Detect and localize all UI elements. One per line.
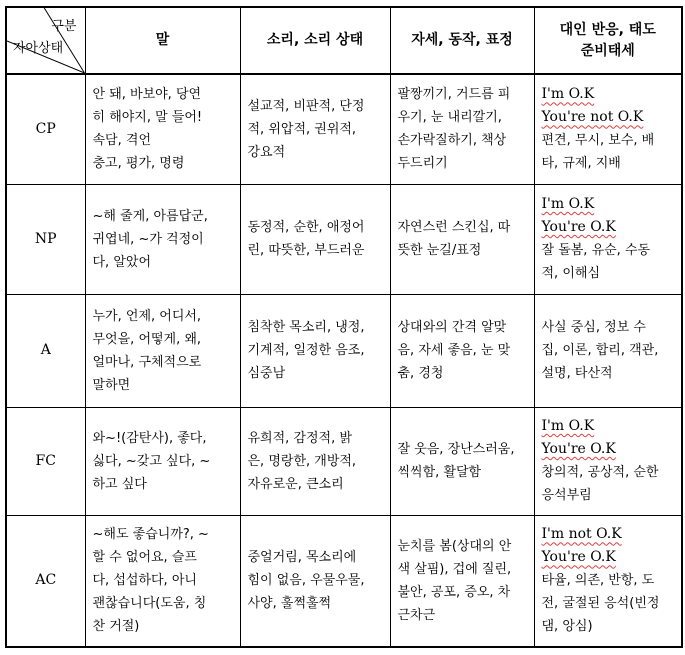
cell-line: I'm O.K <box>541 196 595 212</box>
posture-cell <box>390 74 534 184</box>
cell-line: 찬 거절) <box>92 619 140 635</box>
cell-line: 잘 돌봄, 유순, 수동 <box>541 243 651 258</box>
cell-line: 타율, 의존, 반항, 도 <box>541 573 655 589</box>
cell-line: 다, 알았어 <box>92 254 151 270</box>
column-header-voice: 소리, 소리 상태 <box>240 7 390 74</box>
cell-line: 씩씩함, 활달함 <box>397 465 482 480</box>
cell-line: 동정적, 순한, 애정어 <box>247 220 365 235</box>
cell-line: 하고 싶다 <box>92 476 147 492</box>
cell-line: I'm O.K <box>541 86 595 103</box>
cell-line: 적, 이해심 <box>541 266 600 281</box>
corner-label-ego-state: 자아상태 <box>13 41 64 56</box>
ego-state-table <box>5 6 683 648</box>
cell-line: You're not O.K <box>541 109 644 126</box>
speech-cell <box>85 294 240 407</box>
cell-line: 편견, 무시, 보수, 배 <box>541 133 655 149</box>
header-row <box>6 7 682 74</box>
table-row <box>6 294 682 407</box>
cell-line: 괜찮습니다(도움, 칭 <box>92 596 207 612</box>
table-row <box>6 407 682 515</box>
cell-line: 충고, 평가, 명령 <box>92 156 185 172</box>
cell-line: 얼마나, 구체적으로 <box>92 354 202 370</box>
cell-line: 안 돼, 바보야, 당연 <box>92 87 202 103</box>
speech-cell <box>85 184 240 294</box>
ego-state-label: A <box>6 294 85 407</box>
cell-line: 히 해야지, 말 들어! <box>92 110 203 126</box>
speech-cell <box>85 407 240 515</box>
cell-line: 춤, 경청 <box>397 366 444 381</box>
cell-line: 집, 이론, 합리, 객관, <box>541 343 659 358</box>
cell-line: 적, 위압적, 권위적, <box>247 121 357 137</box>
cell-line: 무엇을, 어떻게, 왜, <box>92 331 202 347</box>
cell-line: 색 살핌), 겁에 질린, <box>397 561 512 577</box>
posture-cell <box>390 184 534 294</box>
ego-state-label: AC <box>6 515 85 647</box>
corner-label-category: 구분 <box>51 19 77 34</box>
voice-cell <box>240 74 390 184</box>
table-row <box>6 74 682 184</box>
cell-line: 상대와의 간격 알맞 <box>397 320 507 335</box>
cell-line: 침착한 목소리, 냉정, <box>247 320 365 335</box>
voice-cell <box>240 184 390 294</box>
cell-line: 와~!(감탄사), 좋다, <box>92 430 207 446</box>
cell-line: 자유로운, 큰소리 <box>247 476 344 492</box>
ego-state-label: NP <box>6 184 85 294</box>
posture-cell <box>390 294 534 407</box>
cell-line: 린, 따뜻한, 부드러운 <box>247 243 365 258</box>
cell-line: You're O.K <box>541 549 616 566</box>
cell-line: 사양, 훌쩍훌쩍 <box>247 596 332 612</box>
cell-line: 싫다, ~갖고 싶다, ~ <box>92 453 211 469</box>
speech-cell <box>85 515 240 647</box>
cell-line: 뜻한 눈길/표정 <box>397 243 482 258</box>
cell-line: 유희적, 감정적, 밝 <box>247 430 352 446</box>
table-row <box>6 515 682 647</box>
cell-line: 댐, 앙심) <box>541 619 593 635</box>
cell-line: 잘 웃음, 장난스러움, <box>397 442 515 457</box>
cell-line: 은, 명랑한, 개방적, <box>247 453 357 469</box>
column-header-attitude <box>534 7 682 74</box>
cell-line: 속담, 격언 <box>92 133 151 149</box>
cell-line: 중얼거림, 목소리에 <box>247 550 357 566</box>
cell-line: 손가락질하기, 책상 <box>397 133 507 149</box>
attitude-cell <box>534 515 682 647</box>
cell-line: 귀엽네, ~가 걱정이 <box>92 231 204 247</box>
cell-line: 타, 규제, 지배 <box>541 156 621 172</box>
table-row <box>6 184 682 294</box>
column-header-speech: 말 <box>85 7 240 74</box>
cell-line: 눈치를 봄(상대의 안 <box>397 538 512 554</box>
attitude-cell <box>534 294 682 407</box>
cell-line: 팔짱끼기, 거드름 피 <box>397 87 511 103</box>
posture-cell <box>390 515 534 647</box>
cell-line: 음, 자세 좋음, 눈 맞 <box>397 343 511 358</box>
cell-line: I'm O.K <box>541 418 595 434</box>
cell-line: 우기, 눈 내리깔기, <box>397 110 502 126</box>
cell-line: You're O.K <box>541 219 616 235</box>
cell-line: 기계적, 일정한 음조, <box>247 343 365 358</box>
column-header-posture: 자세, 동작, 표정 <box>390 7 534 74</box>
cell-line: 두드리기 <box>397 156 448 172</box>
cell-line: 강요적 <box>247 144 286 160</box>
cell-line: 말하면 <box>92 377 131 393</box>
ego-state-label: CP <box>6 74 85 184</box>
voice-cell <box>240 515 390 647</box>
cell-line: 불안, 공포, 증오, 차 <box>397 584 511 600</box>
cell-line: ~해도 좋습니까?, ~ <box>92 527 209 543</box>
speech-cell <box>85 74 240 184</box>
cell-line: ~해 줄게, 아름답군, <box>92 208 208 224</box>
cell-line: 누가, 언제, 어디서, <box>92 308 202 324</box>
cell-line: 다, 섭섭하다, 아니 <box>92 573 197 589</box>
corner-header-cell <box>6 7 85 74</box>
posture-cell <box>390 407 534 515</box>
cell-line: 심중남 <box>247 366 286 381</box>
cell-line: 창의적, 공상적, 순한 <box>541 465 659 480</box>
cell-line: 설명, 타산적 <box>541 366 613 381</box>
attitude-header-line-1: 대인 반응, 태도 <box>559 21 656 38</box>
voice-cell <box>240 294 390 407</box>
cell-line: 힘이 없음, 우물우물, <box>247 573 365 589</box>
cell-line: 자연스런 스킨십, 따 <box>397 220 511 235</box>
cell-line: I'm not O.K <box>541 526 622 543</box>
attitude-cell <box>534 184 682 294</box>
cell-line: 할 수 없어요, 슬프 <box>92 550 197 566</box>
attitude-cell <box>534 74 682 184</box>
voice-cell <box>240 407 390 515</box>
cell-line: 사실 중심, 정보 수 <box>541 320 646 335</box>
attitude-cell <box>534 407 682 515</box>
cell-line: 근차근 <box>397 607 436 623</box>
cell-line: 설교적, 비판적, 단정 <box>247 98 365 114</box>
cell-line: 응석부림 <box>541 488 592 503</box>
attitude-header-line-2: 준비태세 <box>580 42 635 59</box>
cell-line: You're O.K <box>541 441 616 457</box>
cell-line: 전, 굴절된 응석(빈정 <box>541 596 660 612</box>
ego-state-label: FC <box>6 407 85 515</box>
